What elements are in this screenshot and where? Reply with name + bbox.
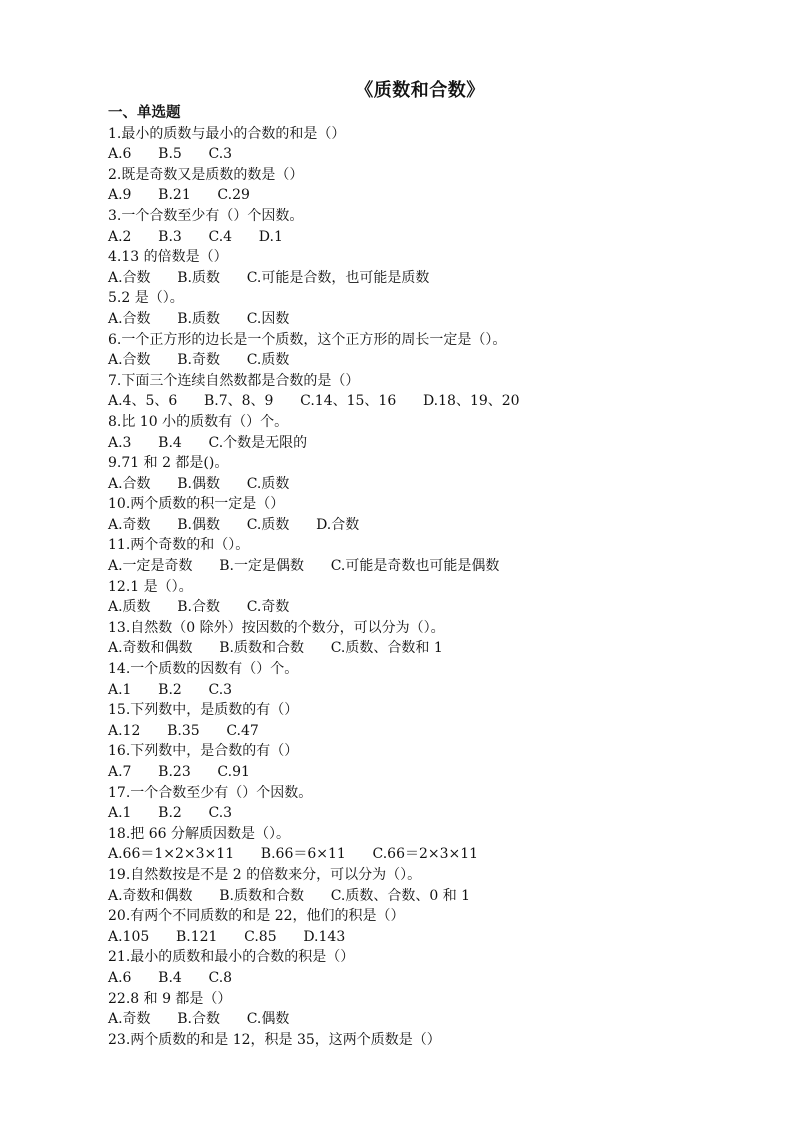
question-text: 2.既是奇数又是质数的数是（） xyxy=(108,166,304,183)
question-item xyxy=(108,618,768,659)
question-options: A.奇数和偶数 B.质数和合数 C.质数、合数和 1 xyxy=(108,640,443,657)
question-item xyxy=(108,288,768,329)
section-heading: 一、单选题 xyxy=(108,104,181,121)
question-options: A.66＝1×2×3×11 B.66＝6×11 C.66＝2×3×11 xyxy=(108,846,479,863)
question-text: 3.一个合数至少有（）个因数。 xyxy=(108,207,304,224)
question-item xyxy=(108,453,768,494)
question-text: 22.8 和 9 都是（） xyxy=(108,990,232,1007)
question-options: A.2 B.3 C.4 D.1 xyxy=(108,228,283,245)
question-text: 6.一个正方形的边长是一个质数，这个正方形的周长一定是（）。 xyxy=(108,331,507,348)
question-item xyxy=(108,412,768,453)
question-item xyxy=(108,124,768,165)
question-item xyxy=(108,865,768,906)
question-text: 7.下面三个连续自然数都是合数的是（） xyxy=(108,372,360,389)
question-text: 9.71 和 2 都是()。 xyxy=(108,455,229,472)
question-options: A.6 B.4 C.8 xyxy=(108,969,233,986)
question-text: 15.下列数中，是质数的有（） xyxy=(108,702,299,719)
question-item xyxy=(108,783,768,824)
document-title: 《质数和合数》 xyxy=(355,80,485,101)
question-text: 13.自然数（0 除外）按因数的个数分，可以分为（）。 xyxy=(108,619,445,636)
question-options: A.奇数 B.合数 C.偶数 xyxy=(108,1011,290,1028)
question-item xyxy=(108,330,768,371)
question-options: A.105 B.121 C.85 D.143 xyxy=(108,928,346,945)
question-text: 1.最小的质数与最小的合数的和是（） xyxy=(108,125,346,142)
question-item xyxy=(108,535,768,576)
question-item xyxy=(108,947,768,988)
question-item xyxy=(108,824,768,865)
question-options: A.一定是奇数 B.一定是偶数 C.可能是奇数也可能是偶数 xyxy=(108,558,500,575)
question-text: 5.2 是（）。 xyxy=(108,290,184,307)
question-item xyxy=(108,577,768,618)
question-item xyxy=(108,1030,768,1051)
question-options: A.合数 B.偶数 C.质数 xyxy=(108,475,290,492)
question-item xyxy=(108,206,768,247)
question-text: 23.两个质数的和是 12，积是 35，这两个质数是（） xyxy=(108,1031,441,1048)
question-list xyxy=(108,103,768,1050)
question-options: A.合数 B.奇数 C.质数 xyxy=(108,352,290,369)
question-item xyxy=(108,700,768,741)
question-options: A.奇数和偶数 B.质数和合数 C.质数、合数、0 和 1 xyxy=(108,887,471,904)
question-text: 14.一个质数的因数有（）个。 xyxy=(108,661,299,678)
question-text: 19.自然数按是不是 2 的倍数来分，可以分为（）。 xyxy=(108,866,422,883)
question-text: 21.最小的质数和最小的合数的积是（） xyxy=(108,949,355,966)
question-options: A.12 B.35 C.47 xyxy=(108,722,259,739)
question-text: 16.下列数中，是合数的有（） xyxy=(108,743,299,760)
question-options: A.合数 B.质数 C.因数 xyxy=(108,310,290,327)
question-text: 18.把 66 分解质因数是（）。 xyxy=(108,825,290,842)
question-item xyxy=(108,906,768,947)
question-item xyxy=(108,494,768,535)
question-text: 11.两个奇数的和（）。 xyxy=(108,537,250,554)
question-options: A.3 B.4 C.个数是无限的 xyxy=(108,434,308,451)
question-text: 20.有两个不同质数的和是 22，他们的积是（） xyxy=(108,908,405,925)
question-item xyxy=(108,989,768,1030)
question-options: A.合数 B.质数 C.可能是合数，也可能是质数 xyxy=(108,269,430,286)
question-options: A.1 B.2 C.3 xyxy=(108,681,233,698)
question-item xyxy=(108,371,768,412)
question-text: 17.一个合数至少有（）个因数。 xyxy=(108,784,313,801)
question-text: 8.比 10 小的质数有（）个。 xyxy=(108,413,289,430)
question-item xyxy=(108,247,768,288)
question-options: A.7 B.23 C.91 xyxy=(108,764,250,780)
question-item xyxy=(108,659,768,700)
question-item xyxy=(108,741,768,782)
question-options: A.质数 B.合数 C.奇数 xyxy=(108,599,290,616)
question-text: 10.两个质数的积一定是（） xyxy=(108,496,285,513)
question-options: A.6 B.5 C.3 xyxy=(108,146,233,163)
question-options: A.1 B.2 C.3 xyxy=(108,805,233,822)
question-options: A.9 B.21 C.29 xyxy=(108,187,250,204)
question-text: 12.1 是（）。 xyxy=(108,578,193,595)
question-text: 4.13 的倍数是（） xyxy=(108,249,228,266)
question-item xyxy=(108,165,768,206)
question-options: A.4、5、6 B.7、8、9 C.14、15、16 D.18、19、20 xyxy=(108,393,520,410)
question-options: A.奇数 B.偶数 C.质数 D.合数 xyxy=(108,516,360,533)
